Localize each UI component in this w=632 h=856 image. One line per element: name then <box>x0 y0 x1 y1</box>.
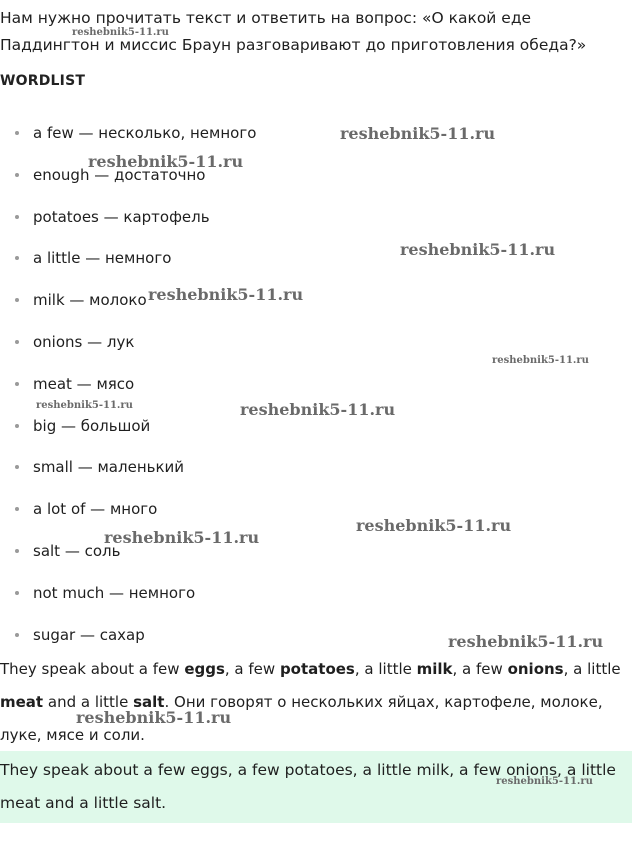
list-item-text: sugar — сахар <box>33 625 145 644</box>
list-item-text: enough — достаточно <box>33 165 206 184</box>
answer-paragraph <box>0 653 630 752</box>
bullet-icon <box>15 549 19 553</box>
bullet-icon <box>15 298 19 302</box>
list-item-text: onions — лук <box>33 332 135 351</box>
list-item <box>0 330 256 372</box>
list-item-text: potatoes — картофель <box>33 207 210 226</box>
list-item-text: a lot of — много <box>33 500 158 519</box>
wordlist <box>0 121 256 664</box>
list-item-text: a little — немного <box>33 249 172 268</box>
bullet-icon <box>15 256 19 260</box>
list-item <box>0 581 256 623</box>
answer-text: They speak about a few <box>0 660 185 678</box>
bullet-icon <box>15 591 19 595</box>
answer-text: , a few <box>224 660 280 678</box>
list-item <box>0 414 256 456</box>
bullet-icon <box>15 173 19 177</box>
bullet-icon <box>15 424 19 428</box>
answer-keyword: salt <box>133 693 165 711</box>
watermark: reshebnik5-11.ru <box>496 776 593 787</box>
watermark: reshebnik5-11.ru <box>76 708 232 727</box>
bullet-icon <box>15 465 19 469</box>
watermark: reshebnik5-11.ru <box>356 516 512 535</box>
bullet-icon <box>15 131 19 135</box>
watermark: reshebnik5-11.ru <box>104 528 260 547</box>
list-item-text: not much — немного <box>33 583 196 602</box>
answer-keyword: meat <box>0 693 44 711</box>
answer-text: . <box>164 693 175 711</box>
watermark: reshebnik5-11.ru <box>240 400 396 419</box>
question-text: Нам нужно прочитать текст и ответить на вопрос: «О какой еде Паддингтон и миссис Браун разговаривают до приготовления обеда?» <box>0 9 587 54</box>
answer-text: and a little <box>43 693 134 711</box>
list-item <box>0 288 256 330</box>
final-answer-box <box>0 751 632 823</box>
answer-keyword: eggs <box>184 660 225 678</box>
list-item <box>0 539 256 581</box>
list-item-text: meat — мясо <box>33 374 135 393</box>
watermark: reshebnik5-11.ru <box>88 152 244 171</box>
watermark: reshebnik5-11.ru <box>492 355 589 366</box>
answer-translation: Они говорят о нескольких яйцах, картофеле, молоке, луке, мясе и соли. <box>0 693 603 744</box>
list-item <box>0 121 256 163</box>
answer-text: , a little <box>563 660 621 678</box>
list-item <box>0 455 256 497</box>
answer-text: , a little <box>354 660 417 678</box>
list-item <box>0 497 256 539</box>
answer-keyword: onions <box>507 660 564 678</box>
list-item-text: a few — несколько, немного <box>33 124 257 142</box>
watermark: reshebnik5-11.ru <box>36 400 133 411</box>
bullet-icon <box>15 633 19 637</box>
watermark: reshebnik5-11.ru <box>72 27 169 38</box>
bullet-icon <box>15 340 19 344</box>
watermark: reshebnik5-11.ru <box>340 124 496 143</box>
list-item-text: big — большой <box>33 416 151 435</box>
final-answer-text: They speak about a few eggs, a few potatoes, a little milk, a few onions, a little meat and a little salt. <box>0 761 616 812</box>
bullet-icon <box>15 507 19 511</box>
answer-text: , a few <box>452 660 508 678</box>
answer-keyword: milk <box>416 660 453 678</box>
list-item-text: small — маленький <box>33 458 185 477</box>
list-item-text: salt — соль <box>33 541 121 560</box>
bullet-icon <box>15 215 19 219</box>
watermark: reshebnik5-11.ru <box>400 240 556 259</box>
list-item <box>0 246 256 288</box>
wordlist-heading: WORDLIST <box>0 73 86 89</box>
watermark: reshebnik5-11.ru <box>148 285 304 304</box>
watermark: reshebnik5-11.ru <box>448 632 604 651</box>
list-item <box>0 163 256 205</box>
list-item-text: milk — молоко <box>33 291 147 310</box>
list-item <box>0 205 256 247</box>
list-item <box>0 372 256 414</box>
bullet-icon <box>15 382 19 386</box>
answer-keyword: potatoes <box>279 660 355 678</box>
